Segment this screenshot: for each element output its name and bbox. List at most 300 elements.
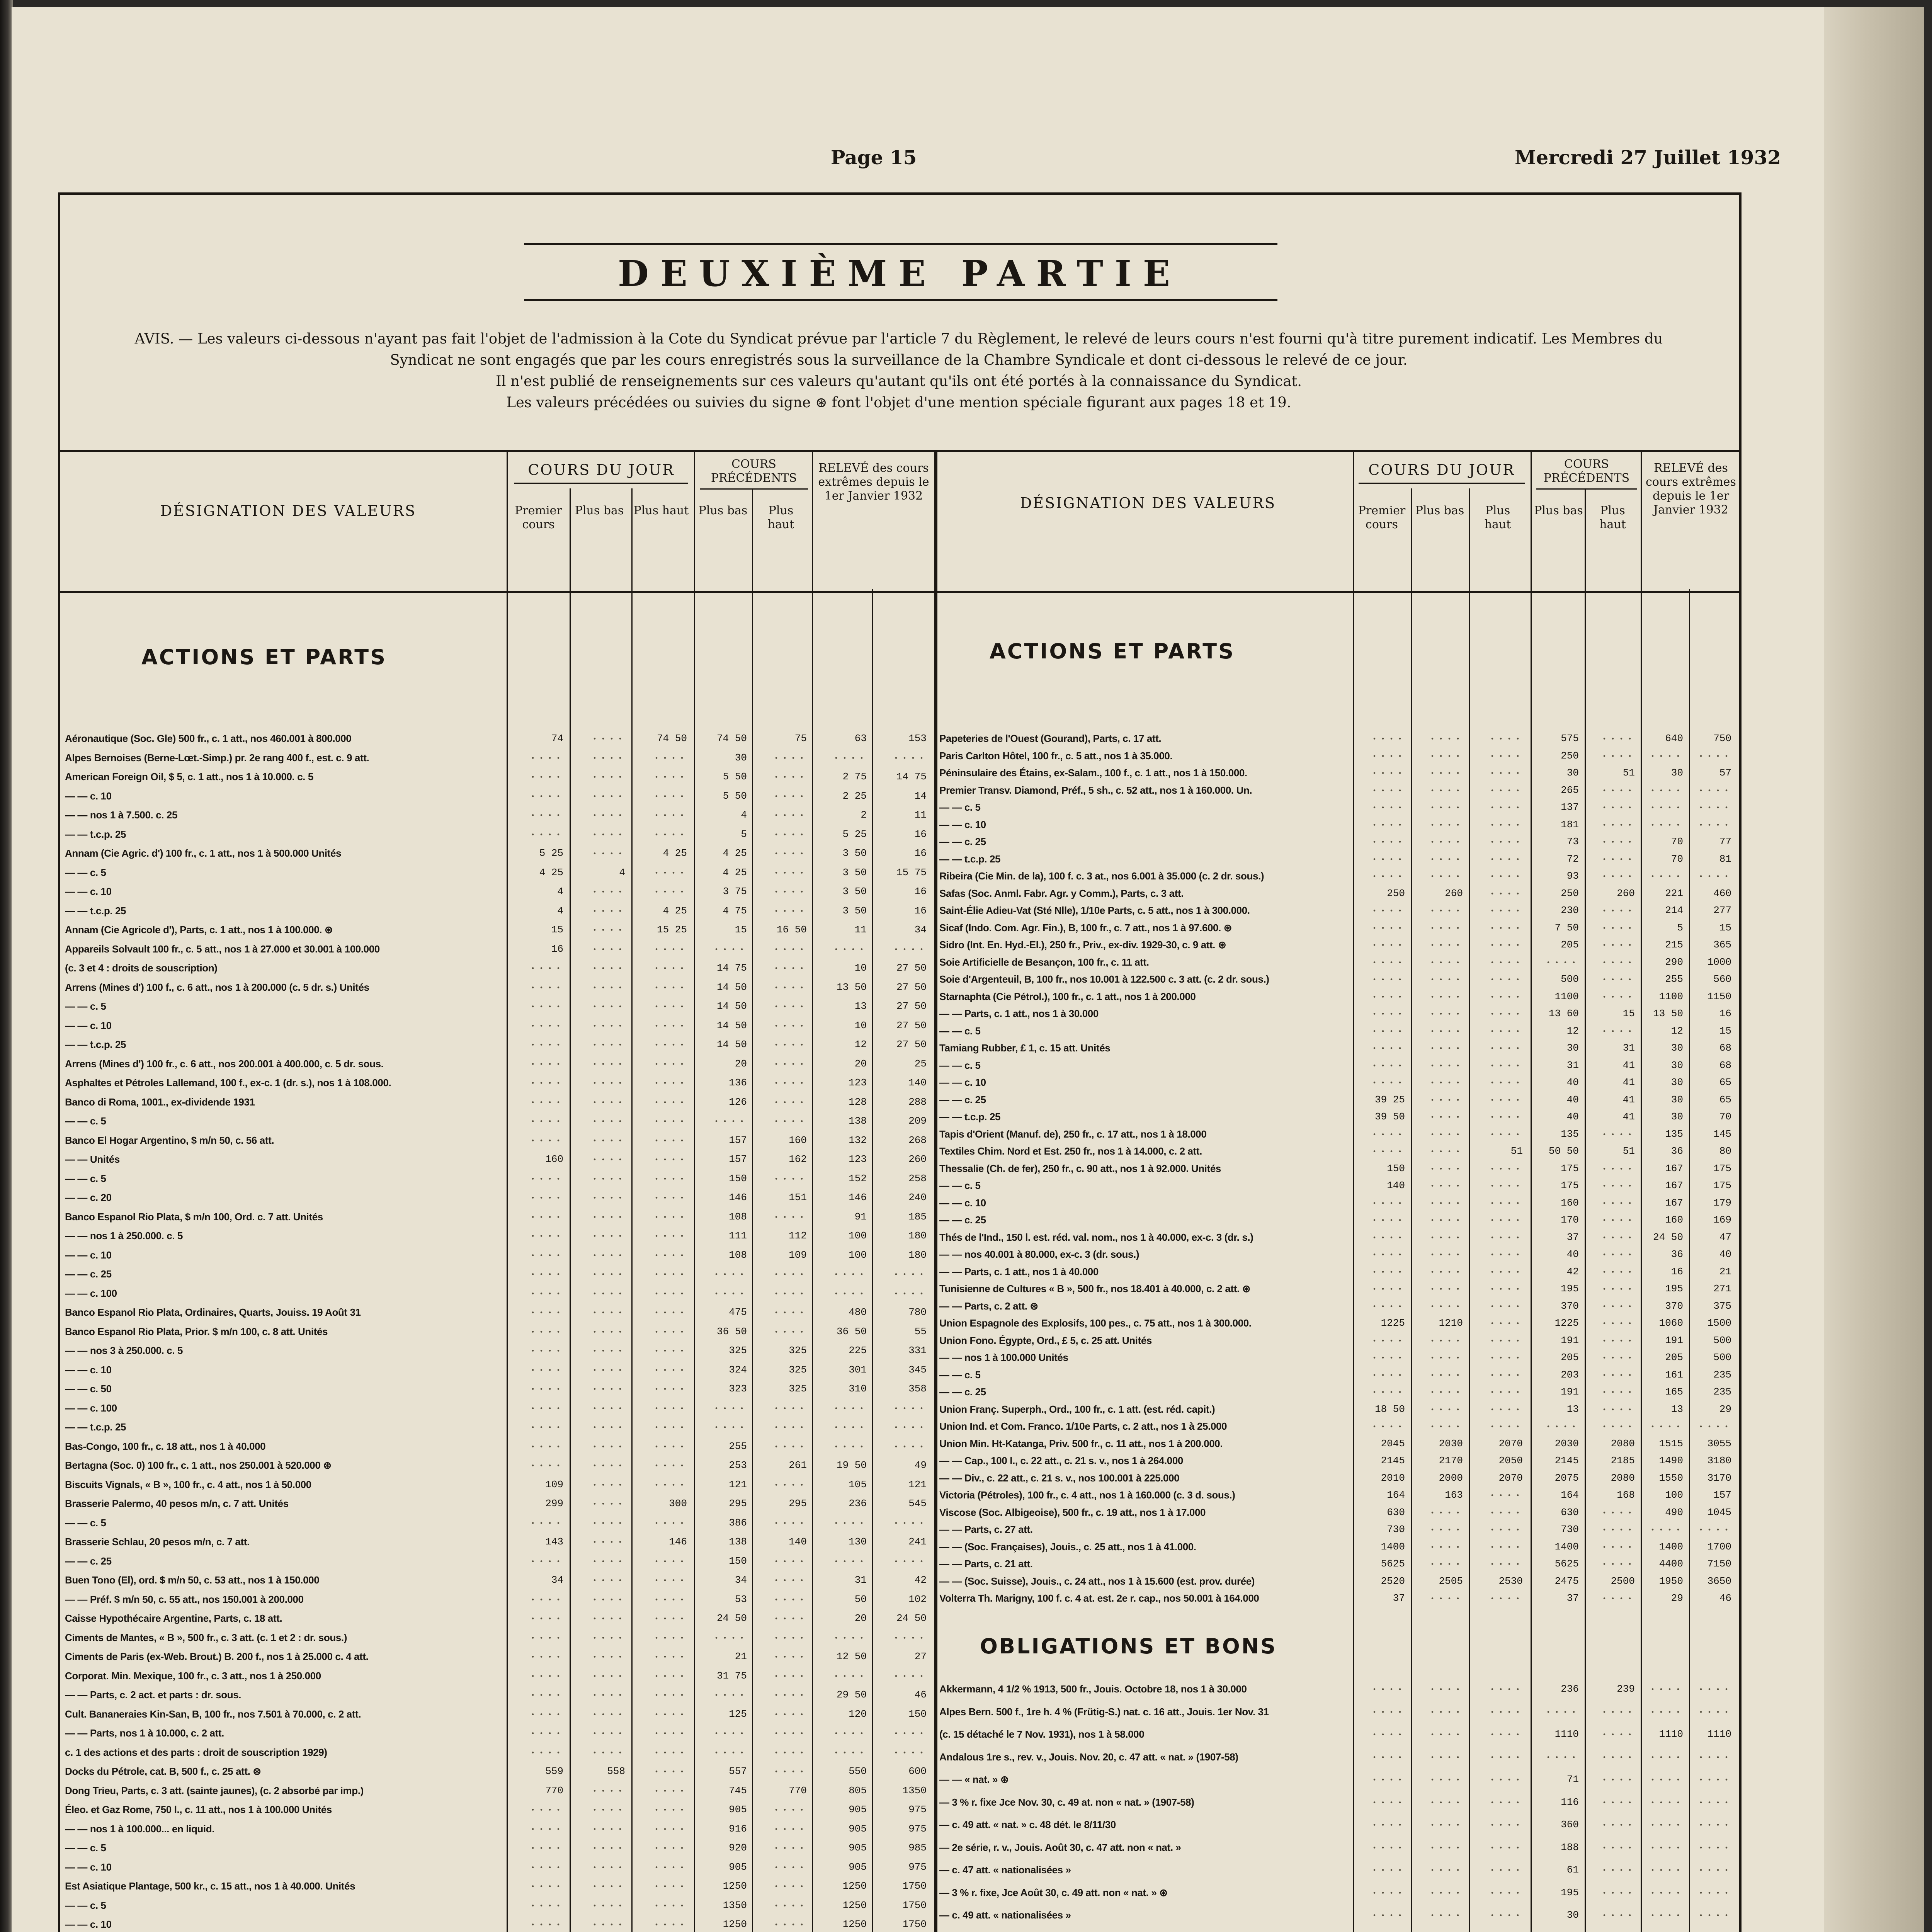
empty-quote-dots [529,981,563,994]
quote-value: 916 [729,1823,747,1835]
empty-quote-dots [1697,1750,1731,1764]
empty-quote-dots [1370,1682,1405,1696]
quote-value: 1250 [842,1899,867,1911]
quote-value: 16 [914,847,927,859]
empty-quote-dots [590,1688,625,1701]
empty-quote-dots [1600,1351,1635,1364]
right-cours-du-jour-header: COURS DU JOUR [1368,461,1515,478]
empty-quote-dots [1600,1299,1635,1313]
empty-quote-dots [590,1478,625,1491]
security-designation: Soie Artificielle de Besançon, 100 fr., c. 11 att. [939,956,1149,968]
empty-quote-dots [1544,1750,1579,1764]
empty-quote-dots [1488,1557,1523,1570]
empty-quote-dots [772,1019,807,1032]
quote-value: 16 [551,943,563,955]
quote-value: 323 [729,1383,747,1395]
left-releve-header: RELEVÉ des cours extrêmes depuis le 1er Janvier 1932 [818,461,929,503]
empty-quote-dots [652,1899,687,1912]
empty-quote-dots [1370,1299,1405,1313]
quote-value: 126 [729,1096,747,1108]
empty-quote-dots [1428,1523,1463,1536]
quote-value: 15 [1719,1025,1731,1037]
empty-quote-dots [652,1382,687,1395]
empty-quote-dots [1488,1179,1523,1192]
quote-value: 27 50 [896,1039,927,1050]
quote-value: 181 [1561,818,1579,830]
quote-value: 4 [557,886,563,897]
empty-quote-dots [1370,1213,1405,1226]
empty-quote-dots [590,1918,625,1931]
empty-quote-dots [1428,1179,1463,1192]
quote-value: 5 [1677,922,1683,934]
empty-quote-dots [1697,1908,1731,1922]
security-designation: Asphaltes et Pétroles Lallemand, 100 f., ex-c. 1 (dr. s.), nos 1 à 108.000. [65,1077,391,1088]
quote-value: 164 [1387,1489,1405,1501]
quote-value: 108 [729,1211,747,1223]
quote-value: 260 [908,1153,927,1165]
empty-quote-dots [1370,818,1405,831]
empty-quote-dots [1648,784,1683,797]
security-designation: Caisse Hypothécaire Argentine, Parts, c. 18 att. [65,1612,282,1624]
empty-quote-dots [1488,1128,1523,1141]
empty-quote-dots [1428,1093,1463,1106]
empty-quote-dots [1600,973,1635,986]
empty-quote-dots [1697,1420,1731,1433]
empty-quote-dots [1648,1863,1683,1876]
quote-value: 1045 [1707,1506,1731,1518]
quote-value: 146 [669,1536,687,1548]
quote-value: 30 [1671,1059,1683,1071]
security-designation: — — c. 10 [939,1197,986,1209]
empty-quote-dots [1648,1908,1683,1922]
empty-quote-dots [1488,1351,1523,1364]
empty-quote-dots [1648,1796,1683,1809]
empty-quote-dots [590,1401,625,1415]
empty-quote-dots [590,1459,625,1472]
quote-value: 1100 [1554,990,1579,1002]
security-designation: Biscuits Vignals, « B », 100 fr., c. 4 att., nos 1 à 50.000 [65,1478,311,1490]
quote-value: 230 [1561,905,1579,916]
quote-value: 14 50 [716,1019,747,1031]
empty-quote-dots [1600,1886,1635,1899]
quote-value: 168 [1617,1489,1635,1501]
table-row [939,1334,1737,1347]
empty-quote-dots [1697,1796,1731,1809]
security-designation: — — c. 5 [939,801,981,813]
quote-value: 205 [1665,1352,1683,1363]
empty-quote-dots [772,904,807,917]
quote-value: 295 [789,1498,807,1509]
empty-quote-dots [1488,1908,1523,1922]
table-row [939,956,1737,969]
quote-value: 4 25 [723,866,747,878]
quote-value: 3 75 [723,886,747,897]
security-designation: — — c. 5 [939,1369,981,1381]
table-row [65,942,932,956]
empty-quote-dots [1600,1750,1635,1764]
empty-quote-dots [1600,1403,1635,1416]
empty-quote-dots [652,1038,687,1051]
empty-quote-dots [1428,1059,1463,1072]
quote-value: 265 [1561,784,1579,796]
quote-value: 221 [1665,887,1683,899]
quote-value: 260 [1617,887,1635,899]
empty-quote-dots [1600,1265,1635,1278]
empty-quote-dots [652,1172,687,1185]
quote-value: 490 [1665,1506,1683,1518]
empty-quote-dots [1370,1196,1405,1209]
empty-quote-dots [590,1382,625,1395]
security-designation: — — t.c.p. 25 [65,828,126,840]
empty-quote-dots [1600,1705,1635,1718]
empty-quote-dots [590,885,625,898]
quote-value: 70 [1671,853,1683,865]
empty-quote-dots [1428,990,1463,1003]
quote-value: 905 [849,1823,867,1835]
empty-quote-dots [590,847,625,860]
quote-value: 163 [1445,1489,1463,1501]
table-row [65,1650,932,1663]
quote-value: 42 [1566,1265,1579,1277]
quote-value: 300 [669,1498,687,1509]
quote-value: 123 [849,1153,867,1165]
empty-quote-dots [652,1861,687,1874]
empty-quote-dots [652,1325,687,1338]
quote-value: 268 [908,1134,927,1146]
table-row [65,1593,932,1606]
quote-value: 500 [1713,1352,1731,1363]
quote-value: 175 [1561,1162,1579,1174]
quote-value: 780 [908,1306,927,1318]
quote-value: 167 [1665,1162,1683,1174]
empty-quote-dots [892,1554,927,1568]
security-designation: — — c. 5 [65,1172,106,1184]
empty-quote-dots [1370,869,1405,883]
empty-quote-dots [1488,1282,1523,1295]
empty-quote-dots [590,1248,625,1262]
empty-quote-dots [1697,1841,1731,1854]
quote-value: 2170 [1439,1455,1463,1466]
empty-quote-dots [772,1057,807,1070]
quote-value: 108 [729,1249,747,1261]
quote-value: 40 [1719,1248,1731,1260]
empty-quote-dots [1488,1231,1523,1244]
empty-quote-dots [529,1708,563,1721]
quote-value: 630 [1387,1506,1405,1518]
empty-quote-dots [1370,1908,1405,1922]
empty-quote-dots [1488,1248,1523,1261]
empty-quote-dots [652,1191,687,1204]
empty-quote-dots [772,1631,807,1644]
table-row [65,1841,932,1854]
quote-value: 2050 [1498,1455,1523,1466]
empty-quote-dots [1648,1705,1683,1718]
empty-quote-dots [892,1401,927,1415]
quote-value: 205 [1561,939,1579,951]
quote-value: 2520 [1381,1575,1405,1587]
quote-value: 12 50 [836,1651,867,1662]
empty-quote-dots [590,1535,625,1548]
security-designation: Union Franç. Superph., Ord., 100 fr., c. 1 att. (est. réd. capit.) [939,1403,1215,1415]
empty-quote-dots [772,751,807,764]
security-designation: — — (Soc. Suisse), Jouis., c. 24 att., nos 1 à 15.600 (est. prov. durée) [939,1575,1255,1587]
empty-quote-dots [590,751,625,764]
empty-quote-dots [590,1000,625,1013]
quote-value: 255 [1665,973,1683,985]
empty-quote-dots [712,1287,747,1300]
table-row [65,1669,932,1682]
quote-value: 360 [1561,1819,1579,1830]
quote-value: 1400 [1554,1541,1579,1553]
table-row [939,1557,1737,1570]
quote-value: 985 [908,1842,927,1854]
quote-value: 730 [1387,1524,1405,1535]
quote-value: 905 [849,1861,867,1873]
empty-quote-dots [772,1650,807,1663]
table-row [939,921,1737,934]
empty-quote-dots [892,1287,927,1300]
quote-value: 40 [1566,1248,1579,1260]
empty-quote-dots [892,751,927,764]
quote-value: 1400 [1381,1541,1405,1553]
empty-quote-dots [1648,1841,1683,1854]
empty-quote-dots [1370,921,1405,934]
quote-value: 30 [1566,1909,1579,1921]
empty-quote-dots [1697,1705,1731,1718]
quote-value: 13 [1671,1403,1683,1415]
quote-value: 170 [1561,1214,1579,1226]
quote-value: 137 [1561,801,1579,813]
table-row [65,1554,932,1568]
empty-quote-dots [1370,1265,1405,1278]
security-designation: Union Espagnole des Explosifs, 100 pes., c. 75 att., nos 1 à 300.000. [939,1317,1252,1329]
empty-quote-dots [1370,1385,1405,1398]
quote-value: 40 [1566,1077,1579,1088]
table-row [939,1196,1737,1209]
empty-quote-dots [1488,1213,1523,1226]
quote-value: 29 [1671,1592,1683,1604]
quote-value: 150 [729,1555,747,1567]
empty-quote-dots [652,808,687,821]
quote-value: 121 [908,1478,927,1490]
empty-quote-dots [652,770,687,783]
security-designation: — — t.c.p. 25 [939,853,1001,865]
empty-quote-dots [590,1631,625,1644]
table-row [65,1803,932,1816]
empty-quote-dots [1488,1506,1523,1519]
security-designation: Banco Espanol Rio Plata, $ m/n 100, Ord. c. 7 att. Unités [65,1211,323,1223]
empty-quote-dots [590,808,625,821]
empty-quote-dots [1428,973,1463,986]
empty-quote-dots [1488,1299,1523,1313]
quote-value: 253 [729,1459,747,1471]
left-listing [65,732,932,1932]
empty-quote-dots [652,1114,687,1128]
empty-quote-dots [1600,1592,1635,1605]
empty-quote-dots [652,1478,687,1491]
table-row [939,1179,1737,1192]
quote-value: 11 [854,924,867,935]
quote-value: 2 75 [842,771,867,782]
quote-value: 4 25 [723,847,747,859]
empty-quote-dots [529,1248,563,1262]
quote-value: 140 [789,1536,807,1548]
quote-value: 15 [551,924,563,935]
table-row [939,1682,1737,1696]
security-designation: — 3 % r. fixe Jce Nov. 30, c. 49 at. non « nat. » (1907-58) [939,1796,1194,1808]
empty-quote-dots [590,732,625,745]
security-designation: — — c. 10 [939,818,986,830]
security-designation: Viscose (Soc. Albigeoise), 500 fr., c. 19 att., nos 1 à 17.000 [939,1506,1206,1518]
empty-quote-dots [1488,852,1523,866]
empty-quote-dots [590,1229,625,1242]
security-designation: Sicaf (Indo. Com. Agr. Fin.), B, 100 fr., c. 7 att., nos 1 à 97.600. ⊛ [939,922,1232,934]
empty-quote-dots [1488,1523,1523,1536]
quote-value: 41 [1622,1077,1635,1088]
empty-quote-dots [652,1248,687,1262]
empty-quote-dots [1697,784,1731,797]
newspaper-page [12,7,1924,1932]
table-row [939,887,1737,900]
quote-value: 74 [551,733,563,744]
empty-quote-dots [772,885,807,898]
quote-value: 37 [1566,1231,1579,1243]
empty-quote-dots [529,1669,563,1682]
quote-value: 2045 [1381,1437,1405,1449]
empty-quote-dots [1428,1231,1463,1244]
quote-value: 2145 [1381,1455,1405,1466]
quote-value: 162 [789,1153,807,1165]
quote-value: 15 25 [656,924,687,935]
quote-value: 37 [1393,1592,1405,1604]
table-row [65,923,932,936]
table-row [939,1282,1737,1295]
empty-quote-dots [1600,938,1635,951]
table-row [939,1750,1737,1764]
quote-value: 128 [849,1096,867,1108]
empty-quote-dots [1370,1007,1405,1020]
empty-quote-dots [772,1765,807,1778]
empty-quote-dots [1600,921,1635,934]
quote-value: 905 [729,1804,747,1815]
table-row [65,1267,932,1281]
security-designation: — — Parts, c. 27 att. [939,1524,1033,1535]
empty-quote-dots [772,1879,807,1893]
table-row [65,1746,932,1759]
empty-quote-dots [1428,732,1463,745]
right-releve-header: RELEVÉ des cours extrêmes depuis le 1er Janvier 1932 [1646,461,1736,517]
empty-quote-dots [1697,1682,1731,1696]
quote-value: 557 [729,1765,747,1777]
empty-quote-dots [832,1631,867,1644]
table-row [939,852,1737,866]
table-row [939,1299,1737,1313]
quote-value: 130 [849,1536,867,1548]
table-row [939,1403,1737,1416]
table-row [65,1918,932,1931]
empty-quote-dots [1697,749,1731,762]
table-row [65,1000,932,1013]
quote-value: 27 50 [896,1019,927,1031]
quote-value: 5 50 [723,790,747,802]
quote-value: 136 [729,1077,747,1088]
section-title: DEUXIÈME PARTIE [618,253,1182,294]
security-designation: Annam (Cie Agricole d'), Parts, c. 1 att., nos 1 à 100.000. ⊛ [65,924,333,935]
security-designation: Dong Trieu, Parts, c. 3 att. (sainte jaunes), (c. 2 absorbé par imp.) [65,1784,364,1796]
empty-quote-dots [1488,1682,1523,1696]
empty-quote-dots [1648,1886,1683,1899]
empty-quote-dots [1697,869,1731,883]
quote-value: 27 [914,1651,927,1662]
security-designation: — — nos 1 à 100.000 Unités [939,1352,1068,1363]
empty-quote-dots [1428,1420,1463,1433]
quote-value: 239 [1617,1683,1635,1695]
empty-quote-dots [1600,1213,1635,1226]
empty-quote-dots [712,1746,747,1759]
empty-quote-dots [1600,1908,1635,1922]
right-prec-haut-header: Plus haut [1599,504,1626,531]
quote-value: 250 [1387,887,1405,899]
table-row [939,784,1737,797]
empty-quote-dots [529,1861,563,1874]
security-designation: — — c. 50 [65,1383,112,1395]
security-designation: — 2e série, r. v., Jouis. Août 30, c. 47 att. non « nat. » [939,1841,1181,1853]
quote-value: 51 [1622,1145,1635,1157]
security-designation: — — c. 5 [939,1025,981,1037]
quote-value: 14 50 [716,1000,747,1012]
quote-value: 3055 [1707,1437,1731,1449]
quote-value: 143 [545,1536,563,1548]
quote-value: 100 [1665,1489,1683,1501]
quote-value: 1400 [1659,1541,1683,1553]
quote-value: 109 [545,1478,563,1490]
table-row [65,1401,932,1415]
quote-value: 138 [849,1115,867,1127]
quote-value: 345 [908,1364,927,1376]
security-designation: Premier Transv. Diamond, Préf., 5 sh., c. 52 att., nos 1 à 160.000. Un. [939,784,1252,796]
quote-value: 1225 [1554,1317,1579,1329]
empty-quote-dots [1600,1557,1635,1570]
empty-quote-dots [772,847,807,860]
empty-quote-dots [652,1688,687,1701]
quote-value: 20 [854,1058,867,1070]
security-designation: — — Parts, c. 21 att. [939,1558,1033,1570]
table-row [65,1879,932,1893]
table-row [939,1316,1737,1330]
empty-quote-dots [1600,1024,1635,1037]
quote-value: 27 50 [896,962,927,974]
security-designation: — — c. 10 [65,886,112,897]
quote-value: 2070 [1498,1472,1523,1484]
right-group-rule [1359,483,1525,484]
empty-quote-dots [1370,1863,1405,1876]
empty-quote-dots [1600,1523,1635,1536]
quote-value: 235 [1713,1386,1731,1398]
empty-quote-dots [832,1401,867,1415]
table-row [939,1059,1737,1072]
empty-quote-dots [529,1038,563,1051]
security-designation: Banco Espanol Rio Plata, Prior. $ m/n 100, c. 8 att. Unités [65,1325,328,1337]
empty-quote-dots [652,1918,687,1931]
table-row [939,1796,1737,1809]
empty-quote-dots [1428,1750,1463,1764]
table-row [65,1172,932,1185]
notice-line: Syndicat ne sont engagés que par les cours enregistrés sous la surveillance de la Chambre Syndicale et dont ci-dessous le relevé de ce jour. [390,352,1408,368]
quote-value: 175 [1561,1180,1579,1191]
quote-value: 167 [1665,1180,1683,1191]
empty-quote-dots [529,1344,563,1357]
quote-value: 7 50 [1554,922,1579,934]
